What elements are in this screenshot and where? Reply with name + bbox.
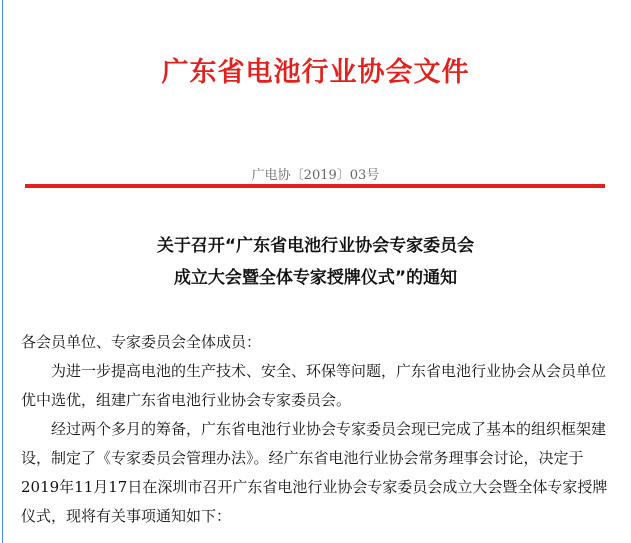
red-divider <box>25 184 605 188</box>
paragraph-1: 为进一步提高电池的生产技术、安全、环保等问题，广东省电池行业协会从会员单位优中选优，组建广东省电池行业协会专家委员会。 <box>21 362 607 409</box>
document-header-title: 广东省电池行业协会文件 <box>161 57 470 88</box>
notice-body <box>21 328 615 531</box>
salutation: 各会员单位、专家委员会全体成员： <box>21 333 262 351</box>
notice-title-line-1: 关于召开“广东省电池行业协会专家委员会 <box>156 236 475 256</box>
notice-title <box>0 230 631 294</box>
notice-title-line-2: 成立大会暨全体专家授牌仪式”的通知 <box>173 268 458 288</box>
document-number: 广电协〔2019〕03号 <box>251 168 380 183</box>
paragraph-2: 经过两个多月的筹备，广东省电池行业协会专家委员会现已完成了基本的组织框架建设，制定了《专家委员会管理办法》。经广东省电池行业协会常务理事会讨论，决定于2019年11月17日在深圳市召开广东省电池行业协会专家委员会成立大会暨全体专家授牌仪式，现将有关事项通知如下： <box>21 420 608 525</box>
